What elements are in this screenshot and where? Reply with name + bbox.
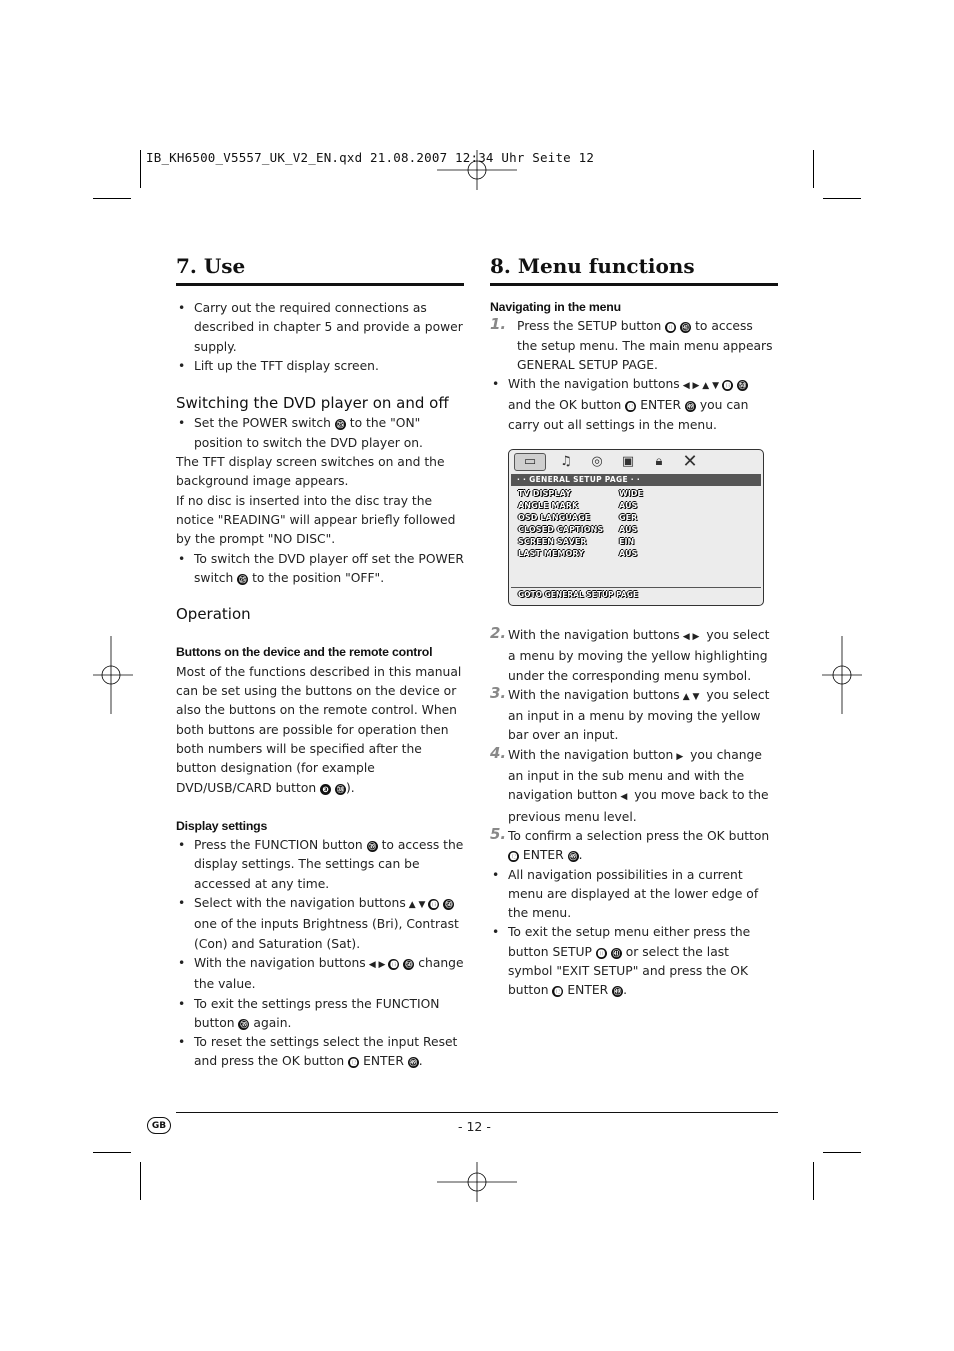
audio-icon: ♫ <box>560 454 572 469</box>
step-number: 2. <box>490 624 507 642</box>
list-item: • Select with the navigation buttons ▲ ▼ ⓭ ㊿ one of the inputs Brightness (Bri), Contrast (Con) and Saturation (Sat). <box>176 894 466 954</box>
callout-number: ㊴ <box>240 1019 248 1029</box>
callout-number: ⓭ <box>390 959 398 969</box>
right-column-top <box>490 298 774 435</box>
heading-switching: Switching the DVD player on and off <box>176 394 449 413</box>
menu-row-label: SCREEN SAVER <box>518 537 587 546</box>
password-lock-icon: 🔒︎ <box>655 454 663 469</box>
crop-mark <box>93 1152 131 1153</box>
setup-menu-screenshot <box>508 449 764 606</box>
step-number: 1. <box>490 315 507 334</box>
list-item: • Press the FUNCTION button ㊴ to access the display settings. The settings can be accessed at any time. <box>176 836 466 894</box>
list-item: • To exit the settings press the FUNCTION button ㊴ again. <box>176 995 466 1034</box>
callout-number: ㊿ <box>445 900 453 910</box>
callout-number: ㊾ <box>409 1058 418 1068</box>
paragraph: If no disc is inserted into the disc tray the notice "READING" will appear briefly followed by the prompt "NO DISC". <box>176 493 456 547</box>
callout-number: ㊿ <box>738 381 747 391</box>
page-number: - 12 - <box>458 1119 491 1134</box>
menu-row-label: ANGLE MARK <box>518 501 579 510</box>
callout-number: ⓫ <box>667 323 675 333</box>
heading-operation: Operation <box>176 605 251 624</box>
paragraph: Most of the functions described in this manual can be set using the buttons on the device or also the buttons on the remote control. When both buttons are possible for operation then both numbers will be specified after the button designation (for example DVD/USB/CARD button ❸ ㊳ ). <box>176 664 462 795</box>
list-item: • All navigation possibilities in a current menu are displayed at the lower edge of the menu. <box>490 866 774 924</box>
language-badge: GB <box>147 1117 171 1134</box>
title-rule <box>176 283 464 286</box>
callout-number: ⓫ <box>597 948 606 958</box>
crop-mark <box>93 198 131 199</box>
menu-row-value: AUS <box>619 501 638 510</box>
crop-mark <box>823 198 861 199</box>
step-item: 4. With the navigation button ▶ you change an input in the sub menu and with the navigation button ◀ you move back to the previous menu level. <box>490 743 769 824</box>
callout-number: ㊶ <box>612 948 621 958</box>
preference-icon: ▣ <box>621 454 635 469</box>
callout-number: ⓭ <box>723 381 732 391</box>
exit-x-icon: ✕ <box>682 451 698 472</box>
crop-mark <box>813 1162 814 1200</box>
nav-arrow-icon: ◀ ▶ ▲ ▼ <box>682 381 719 392</box>
menu-footer: GOTO GENERAL SETUP PAGE <box>511 587 761 601</box>
list-item: • To reset the settings select the input Reset and press the OK button ⓬ ENTER ㊾ . <box>176 1033 466 1072</box>
nav-arrow-icon: ◀ ▶ <box>368 959 386 970</box>
nav-arrow-icon: ▲ ▼ <box>682 691 700 702</box>
subheading-display-settings: Display settings <box>176 818 268 833</box>
section-title-menu-functions: 8. Menu functions <box>490 254 695 278</box>
list-item: • To exit the setup menu either press the button SETUP ⓫ ㊶ or select the last symbol "EXIT SETUP" and press the OK button ⓬ ENTER ㊾ . <box>490 923 774 1000</box>
list-item: • Set the POWER switch ㉕ to the "ON" position to switch the DVD player on. <box>176 414 466 453</box>
callout-number: ⓭ <box>430 900 438 910</box>
footer-rule <box>176 1112 778 1113</box>
step-number: 4. <box>490 743 507 762</box>
callout-number: ㊴ <box>368 842 376 852</box>
intro-list <box>176 299 466 376</box>
step-number: 5. <box>490 824 507 843</box>
list-item: • To switch the DVD player off set the POWER switch ㉕ to the position "OFF". <box>176 550 466 589</box>
crop-mark <box>140 150 141 188</box>
registration-mark-icon <box>93 636 133 714</box>
menu-row-label: TV DISPLAY <box>518 489 571 498</box>
crop-mark <box>813 150 814 188</box>
print-slug: IB_KH6500_V5557_UK_V2_EN.qxd 21.08.2007 12:34 Uhr Seite 12 <box>146 150 595 165</box>
callout-number: ㊾ <box>569 852 577 862</box>
crop-mark <box>823 1152 861 1153</box>
callout-number: ⓬ <box>627 402 635 412</box>
menu-row-value: AUS <box>619 549 638 558</box>
menu-row-label: CLOSED CAPTIONS <box>518 525 604 534</box>
menu-icon-bar <box>509 450 763 473</box>
callout-number: ⓬ <box>554 987 562 997</box>
registration-mark-icon <box>437 1162 517 1202</box>
menu-row-value: EIN <box>619 537 635 546</box>
list-item: • Carry out the required connections as described in chapter 5 and provide a power supply. <box>176 299 466 357</box>
subheading-navigating: Navigating in the menu <box>490 300 621 314</box>
registration-mark-icon <box>822 636 862 714</box>
step-item: 2. With the navigation buttons ◀ ▶ you select a menu by moving the yellow highlighting under the corresponding menu symbol. <box>490 624 770 683</box>
menu-row-value: AUS <box>619 525 638 534</box>
callout-number: ㊶ <box>681 323 690 333</box>
video-icon: ◎ <box>591 454 603 469</box>
subheading-buttons: Buttons on the device and the remote control <box>176 645 433 660</box>
callout-number: ⓬ <box>509 852 518 862</box>
callout-number: ㊿ <box>405 959 413 969</box>
nav-arrow-icon: ▲ ▼ <box>408 900 426 911</box>
paragraph: The TFT display screen switches on and the background image appears. <box>176 455 445 489</box>
nav-arrow-icon: ◀ ▶ <box>682 632 700 642</box>
left-column <box>176 299 466 1072</box>
nav-arrow-icon: ◀ <box>620 792 628 803</box>
list-item: • Lift up the TFT display screen. <box>176 357 466 376</box>
callout-number: ❸ <box>320 784 331 795</box>
menu-title-bar: · · GENERAL SETUP PAGE · · <box>511 474 761 486</box>
callout-number: ㉕ <box>238 574 247 584</box>
crop-mark <box>140 1162 141 1200</box>
callout-number: ㊾ <box>686 402 695 412</box>
section-title-use: 7. Use <box>176 254 246 278</box>
step-item: 1. Press the SETUP button ⓫ ㊶ to access the setup menu. The main menu appears GENERAL SETUP PAGE. <box>490 315 773 372</box>
list-item: • With the navigation buttons ◀ ▶ ▲ ▼ ⓭ ㊿ and the OK button ⓬ ENTER ㊾ you can carry out all settings in the menu. <box>490 375 774 435</box>
menu-row-value: GER <box>619 513 638 522</box>
step-item: 5. To confirm a selection press the OK button ⓬ ENTER ㊾ . <box>490 824 770 863</box>
menu-row-label: OSD LANGUAGE <box>518 513 591 522</box>
title-rule <box>490 283 778 286</box>
menu-row-label: LAST MEMORY <box>518 549 585 558</box>
general-setup-icon: ▭ <box>514 453 546 471</box>
callout-number: ㊳ <box>336 784 345 794</box>
step-item: 3. With the navigation buttons ▲ ▼ you select an input in a menu by moving the yellow bar over an input. <box>490 683 770 743</box>
list-item: • With the navigation buttons ◀ ▶ ⓭ ㊿ change the value. <box>176 954 466 995</box>
callout-number: ㊾ <box>613 987 622 997</box>
right-column-bottom <box>490 626 774 1001</box>
callout-number: ㉕ <box>336 420 345 430</box>
menu-row-value: WIDE <box>619 489 643 498</box>
step-number: 3. <box>490 683 507 702</box>
callout-number: ⓬ <box>349 1058 358 1068</box>
nav-arrow-icon: ▶ <box>676 751 684 762</box>
